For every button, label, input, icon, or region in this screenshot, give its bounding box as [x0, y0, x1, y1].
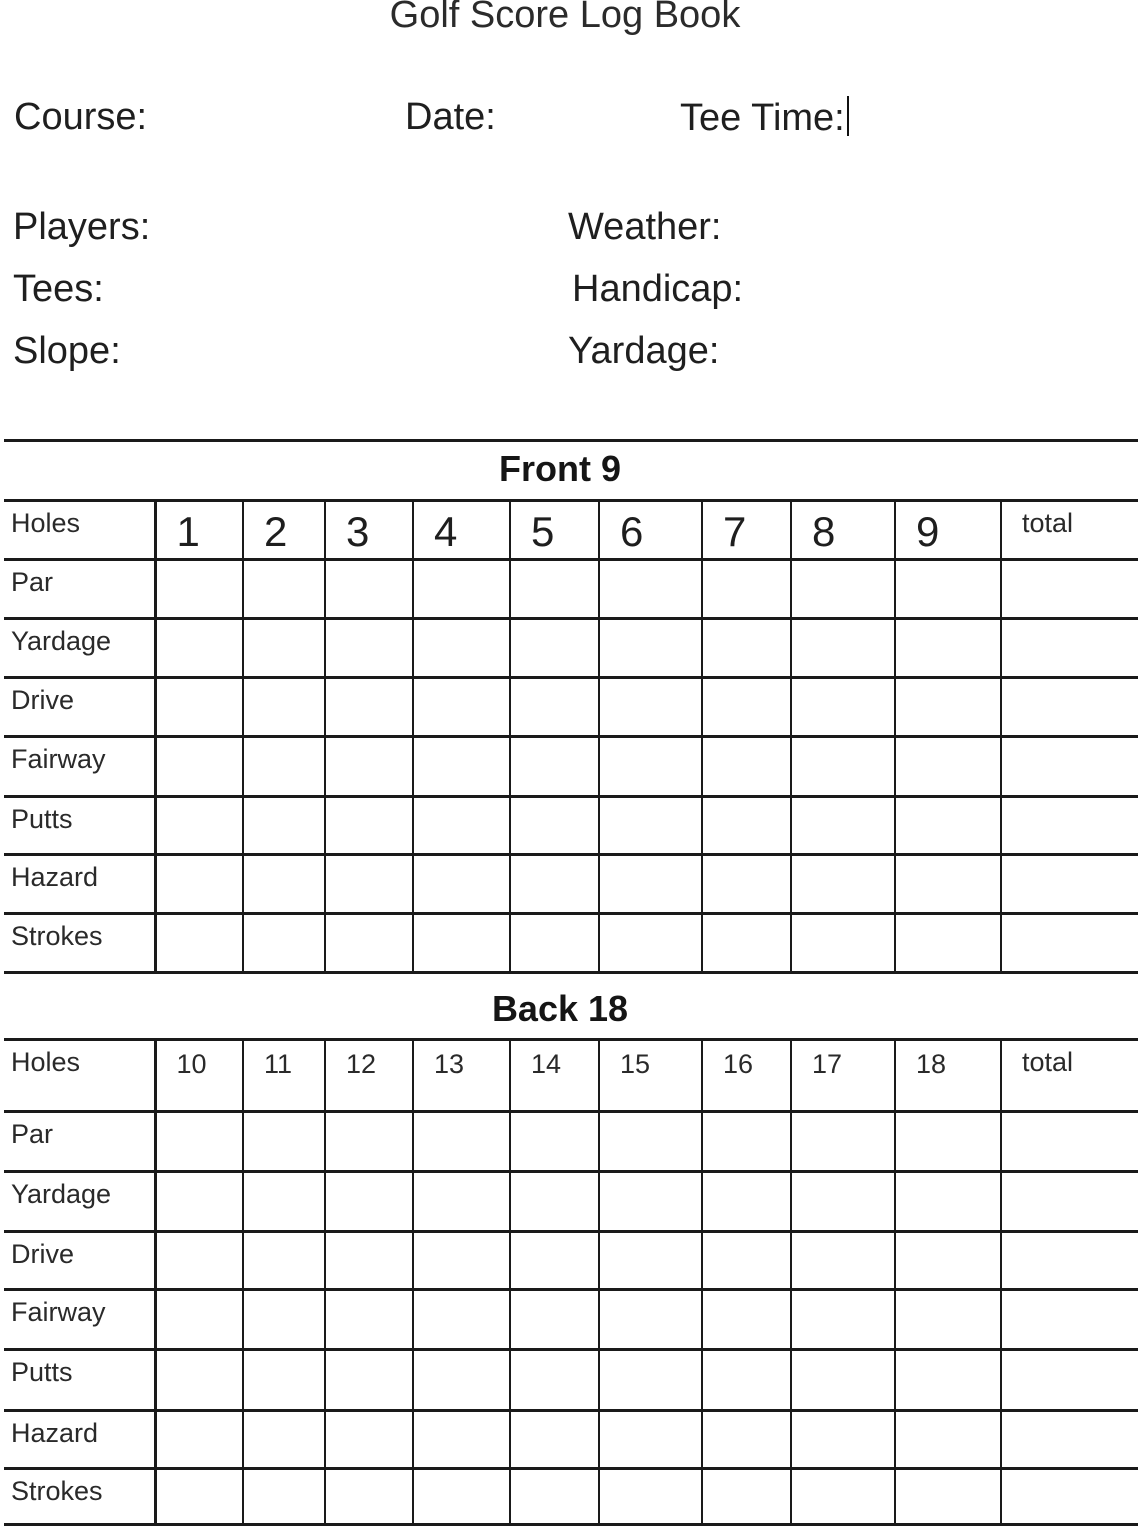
fairway-cell-hole-12[interactable] [325, 1289, 413, 1349]
par-cell-hole-3[interactable] [325, 559, 413, 618]
par-cell-hole-18[interactable] [895, 1111, 1001, 1171]
yardage-cell-hole-11[interactable] [243, 1171, 325, 1231]
putts-cell-hole-18[interactable] [895, 1349, 1001, 1410]
putts-total-cell[interactable] [1001, 1349, 1138, 1410]
strokes-cell-hole-16[interactable] [702, 1468, 791, 1524]
strokes-cell-hole-6[interactable] [599, 913, 702, 972]
hole-number-7: 7 [702, 502, 791, 559]
strokes-cell-hole-3[interactable] [325, 913, 413, 972]
hole-number-1: 1 [155, 502, 243, 559]
fairway-cell-hole-11[interactable] [243, 1289, 325, 1349]
strokes-cell-hole-11[interactable] [243, 1468, 325, 1524]
fairway-total-cell[interactable] [1001, 1289, 1138, 1349]
putts-cell-hole-1[interactable] [155, 796, 243, 854]
strokes-cell-hole-12[interactable] [325, 1468, 413, 1524]
hole-number-12: 12 [325, 1041, 413, 1111]
back-nine-table [4, 1041, 1138, 1526]
fairway-cell-hole-3[interactable] [325, 736, 413, 796]
hazard-cell-hole-6[interactable] [599, 854, 702, 913]
hole-number-11: 11 [243, 1041, 325, 1111]
drive-cell-hole-13[interactable] [413, 1231, 510, 1289]
putts-cell-hole-11[interactable] [243, 1349, 325, 1410]
hole-number-4: 4 [413, 502, 510, 559]
yardage-cell-hole-5[interactable] [510, 618, 599, 677]
yardage-field[interactable] [568, 330, 719, 373]
hazard-cell-hole-7[interactable] [702, 854, 791, 913]
drive-cell-hole-4[interactable] [413, 677, 510, 736]
yardage-cell-hole-17[interactable] [791, 1171, 895, 1231]
yardage-cell-hole-7[interactable] [702, 618, 791, 677]
strokes-cell-hole-1[interactable] [155, 913, 243, 972]
row-label-yardage: Yardage [4, 618, 155, 677]
strokes-cell-hole-17[interactable] [791, 1468, 895, 1524]
yardage-cell-hole-10[interactable] [155, 1171, 243, 1231]
par-cell-hole-2[interactable] [243, 559, 325, 618]
putts-cell-hole-2[interactable] [243, 796, 325, 854]
hole-number-17: 17 [791, 1041, 895, 1111]
yardage-total-cell[interactable] [1001, 1171, 1138, 1231]
row-label-drive: Drive [4, 1231, 155, 1289]
table-row-hazard [4, 1410, 1138, 1468]
drive-total-cell[interactable] [1001, 677, 1138, 736]
yardage-cell-hole-15[interactable] [599, 1171, 702, 1231]
row-label-strokes: Strokes [4, 913, 155, 972]
fairway-cell-hole-14[interactable] [510, 1289, 599, 1349]
hazard-cell-hole-12[interactable] [325, 1410, 413, 1468]
par-cell-hole-16[interactable] [702, 1111, 791, 1171]
par-cell-hole-8[interactable] [791, 559, 895, 618]
putts-cell-hole-17[interactable] [791, 1349, 895, 1410]
hazard-cell-hole-10[interactable] [155, 1410, 243, 1468]
putts-cell-hole-13[interactable] [413, 1349, 510, 1410]
table-row-yardage [4, 1171, 1138, 1231]
drive-cell-hole-7[interactable] [702, 677, 791, 736]
putts-cell-hole-10[interactable] [155, 1349, 243, 1410]
hole-number-18: 18 [895, 1041, 1001, 1111]
hazard-cell-hole-13[interactable] [413, 1410, 510, 1468]
date-label: Date: [405, 96, 496, 138]
holes-row [4, 502, 1138, 559]
putts-cell-hole-12[interactable] [325, 1349, 413, 1410]
table-row-par [4, 559, 1138, 618]
yardage-cell-hole-8[interactable] [791, 618, 895, 677]
drive-cell-hole-2[interactable] [243, 677, 325, 736]
drive-cell-hole-15[interactable] [599, 1231, 702, 1289]
putts-cell-hole-9[interactable] [895, 796, 1001, 854]
table-row-fairway [4, 736, 1138, 796]
row-label-par: Par [4, 559, 155, 618]
table-row-putts [4, 1349, 1138, 1410]
hazard-cell-hole-16[interactable] [702, 1410, 791, 1468]
strokes-cell-hole-13[interactable] [413, 1468, 510, 1524]
yardage-cell-hole-2[interactable] [243, 618, 325, 677]
par-total-cell[interactable] [1001, 559, 1138, 618]
table-row-fairway [4, 1289, 1138, 1349]
strokes-cell-hole-7[interactable] [702, 913, 791, 972]
players-label: Players: [13, 206, 151, 248]
drive-total-cell[interactable] [1001, 1231, 1138, 1289]
hazard-cell-hole-14[interactable] [510, 1410, 599, 1468]
hole-number-8: 8 [791, 502, 895, 559]
table-row-par [4, 1111, 1138, 1171]
fairway-cell-hole-10[interactable] [155, 1289, 243, 1349]
table-row-strokes [4, 1468, 1138, 1524]
table-row-putts [4, 796, 1138, 854]
hole-number-16: 16 [702, 1041, 791, 1111]
hole-number-5: 5 [510, 502, 599, 559]
hazard-cell-hole-3[interactable] [325, 854, 413, 913]
hazard-cell-hole-11[interactable] [243, 1410, 325, 1468]
tees-label: Tees: [13, 268, 104, 310]
drive-cell-hole-17[interactable] [791, 1231, 895, 1289]
fairway-cell-hole-4[interactable] [413, 736, 510, 796]
par-total-cell[interactable] [1001, 1111, 1138, 1171]
strokes-cell-hole-5[interactable] [510, 913, 599, 972]
fairway-cell-hole-7[interactable] [702, 736, 791, 796]
hole-number-3: 3 [325, 502, 413, 559]
putts-cell-hole-8[interactable] [791, 796, 895, 854]
putts-cell-hole-6[interactable] [599, 796, 702, 854]
strokes-cell-hole-10[interactable] [155, 1468, 243, 1524]
strokes-cell-hole-9[interactable] [895, 913, 1001, 972]
row-label-holes: Holes [4, 1041, 155, 1111]
strokes-cell-hole-2[interactable] [243, 913, 325, 972]
yardage-cell-hole-12[interactable] [325, 1171, 413, 1231]
drive-cell-hole-1[interactable] [155, 677, 243, 736]
drive-cell-hole-18[interactable] [895, 1231, 1001, 1289]
hole-number-15: 15 [599, 1041, 702, 1111]
row-label-putts: Putts [4, 796, 155, 854]
fairway-cell-hole-13[interactable] [413, 1289, 510, 1349]
players-field[interactable] [13, 206, 150, 249]
fairway-cell-hole-1[interactable] [155, 736, 243, 796]
putts-cell-hole-14[interactable] [510, 1349, 599, 1410]
fairway-cell-hole-18[interactable] [895, 1289, 1001, 1349]
hazard-total-cell[interactable] [1001, 854, 1138, 913]
strokes-cell-hole-15[interactable] [599, 1468, 702, 1524]
hole-number-6: 6 [599, 502, 702, 559]
weather-field[interactable] [568, 206, 721, 249]
fairway-cell-hole-2[interactable] [243, 736, 325, 796]
par-cell-hole-5[interactable] [510, 559, 599, 618]
hazard-cell-hole-1[interactable] [155, 854, 243, 913]
hazard-cell-hole-17[interactable] [791, 1410, 895, 1468]
drive-cell-hole-3[interactable] [325, 677, 413, 736]
hazard-cell-hole-15[interactable] [599, 1410, 702, 1468]
yardage-cell-hole-3[interactable] [325, 618, 413, 677]
hazard-cell-hole-5[interactable] [510, 854, 599, 913]
yardage-total-cell[interactable] [1001, 618, 1138, 677]
drive-cell-hole-14[interactable] [510, 1231, 599, 1289]
hole-number-9: 9 [895, 502, 1001, 559]
row-label-putts: Putts [4, 1349, 155, 1410]
front-nine-table [4, 502, 1138, 974]
putts-cell-hole-15[interactable] [599, 1349, 702, 1410]
fairway-cell-hole-17[interactable] [791, 1289, 895, 1349]
hazard-cell-hole-2[interactable] [243, 854, 325, 913]
handicap-field[interactable] [572, 268, 743, 311]
par-cell-hole-9[interactable] [895, 559, 1001, 618]
row-label-yardage: Yardage [4, 1171, 155, 1231]
putts-cell-hole-7[interactable] [702, 796, 791, 854]
back-nine-title: Back 18 [491, 988, 629, 1029]
fairway-cell-hole-16[interactable] [702, 1289, 791, 1349]
hazard-cell-hole-18[interactable] [895, 1410, 1001, 1468]
text-cursor [847, 96, 849, 136]
yardage-cell-hole-9[interactable] [895, 618, 1001, 677]
table-row-drive [4, 677, 1138, 736]
fairway-cell-hole-9[interactable] [895, 736, 1001, 796]
handicap-label: Handicap: [572, 268, 744, 310]
hazard-total-cell[interactable] [1001, 1410, 1138, 1468]
putts-cell-hole-16[interactable] [702, 1349, 791, 1410]
course-label: Course: [14, 96, 148, 138]
fairway-cell-hole-15[interactable] [599, 1289, 702, 1349]
yardage-cell-hole-6[interactable] [599, 618, 702, 677]
par-cell-hole-11[interactable] [243, 1111, 325, 1171]
row-label-par: Par [4, 1111, 155, 1171]
tee-time-field[interactable] [680, 96, 849, 140]
row-label-hazard: Hazard [4, 1410, 155, 1468]
hole-number-2: 2 [243, 502, 325, 559]
putts-cell-hole-4[interactable] [413, 796, 510, 854]
yardage-cell-hole-18[interactable] [895, 1171, 1001, 1231]
row-label-fairway: Fairway [4, 736, 155, 796]
par-cell-hole-1[interactable] [155, 559, 243, 618]
strokes-total-cell[interactable] [1001, 1468, 1138, 1524]
par-cell-hole-4[interactable] [413, 559, 510, 618]
tee-time-label: Tee Time: [680, 97, 845, 139]
drive-cell-hole-12[interactable] [325, 1231, 413, 1289]
drive-cell-hole-9[interactable] [895, 677, 1001, 736]
total-header: total [1001, 1041, 1138, 1111]
section-divider-top [4, 439, 1138, 442]
yardage-cell-hole-4[interactable] [413, 618, 510, 677]
putts-cell-hole-3[interactable] [325, 796, 413, 854]
par-cell-hole-7[interactable] [702, 559, 791, 618]
strokes-cell-hole-14[interactable] [510, 1468, 599, 1524]
fairway-cell-hole-5[interactable] [510, 736, 599, 796]
fairway-cell-hole-6[interactable] [599, 736, 702, 796]
par-cell-hole-6[interactable] [599, 559, 702, 618]
hole-number-13: 13 [413, 1041, 510, 1111]
hazard-cell-hole-9[interactable] [895, 854, 1001, 913]
table-row-yardage [4, 618, 1138, 677]
hazard-cell-hole-4[interactable] [413, 854, 510, 913]
table-row-drive [4, 1231, 1138, 1289]
drive-cell-hole-5[interactable] [510, 677, 599, 736]
drive-cell-hole-16[interactable] [702, 1231, 791, 1289]
row-label-holes: Holes [4, 502, 155, 559]
drive-cell-hole-8[interactable] [791, 677, 895, 736]
par-cell-hole-10[interactable] [155, 1111, 243, 1171]
row-label-strokes: Strokes [4, 1468, 155, 1524]
hazard-cell-hole-8[interactable] [791, 854, 895, 913]
front-nine-title: Front 9 [499, 448, 621, 489]
strokes-cell-hole-8[interactable] [791, 913, 895, 972]
strokes-cell-hole-18[interactable] [895, 1468, 1001, 1524]
drive-cell-hole-10[interactable] [155, 1231, 243, 1289]
weather-label: Weather: [568, 206, 722, 248]
par-cell-hole-13[interactable] [413, 1111, 510, 1171]
holes-row [4, 1041, 1138, 1111]
yardage-cell-hole-13[interactable] [413, 1171, 510, 1231]
drive-cell-hole-6[interactable] [599, 677, 702, 736]
row-label-drive: Drive [4, 677, 155, 736]
par-cell-hole-14[interactable] [510, 1111, 599, 1171]
row-label-fairway: Fairway [4, 1289, 155, 1349]
par-cell-hole-12[interactable] [325, 1111, 413, 1171]
yardage-cell-hole-16[interactable] [702, 1171, 791, 1231]
yardage-label: Yardage: [568, 330, 720, 372]
putts-cell-hole-5[interactable] [510, 796, 599, 854]
slope-field[interactable] [13, 330, 121, 373]
page-title: Golf Score Log Book [389, 0, 741, 36]
fairway-total-cell[interactable] [1001, 736, 1138, 796]
hole-number-14: 14 [510, 1041, 599, 1111]
strokes-cell-hole-4[interactable] [413, 913, 510, 972]
putts-total-cell[interactable] [1001, 796, 1138, 854]
date-field[interactable] [405, 96, 496, 139]
yardage-cell-hole-14[interactable] [510, 1171, 599, 1231]
par-cell-hole-15[interactable] [599, 1111, 702, 1171]
yardage-cell-hole-1[interactable] [155, 618, 243, 677]
hole-number-10: 10 [155, 1041, 243, 1111]
tees-field[interactable] [13, 268, 104, 311]
course-field[interactable] [14, 96, 147, 139]
row-label-hazard: Hazard [4, 854, 155, 913]
slope-label: Slope: [13, 330, 121, 372]
drive-cell-hole-11[interactable] [243, 1231, 325, 1289]
strokes-total-cell[interactable] [1001, 913, 1138, 972]
fairway-cell-hole-8[interactable] [791, 736, 895, 796]
table-row-hazard [4, 854, 1138, 913]
table-row-strokes [4, 913, 1138, 972]
par-cell-hole-17[interactable] [791, 1111, 895, 1171]
total-header: total [1001, 502, 1138, 559]
